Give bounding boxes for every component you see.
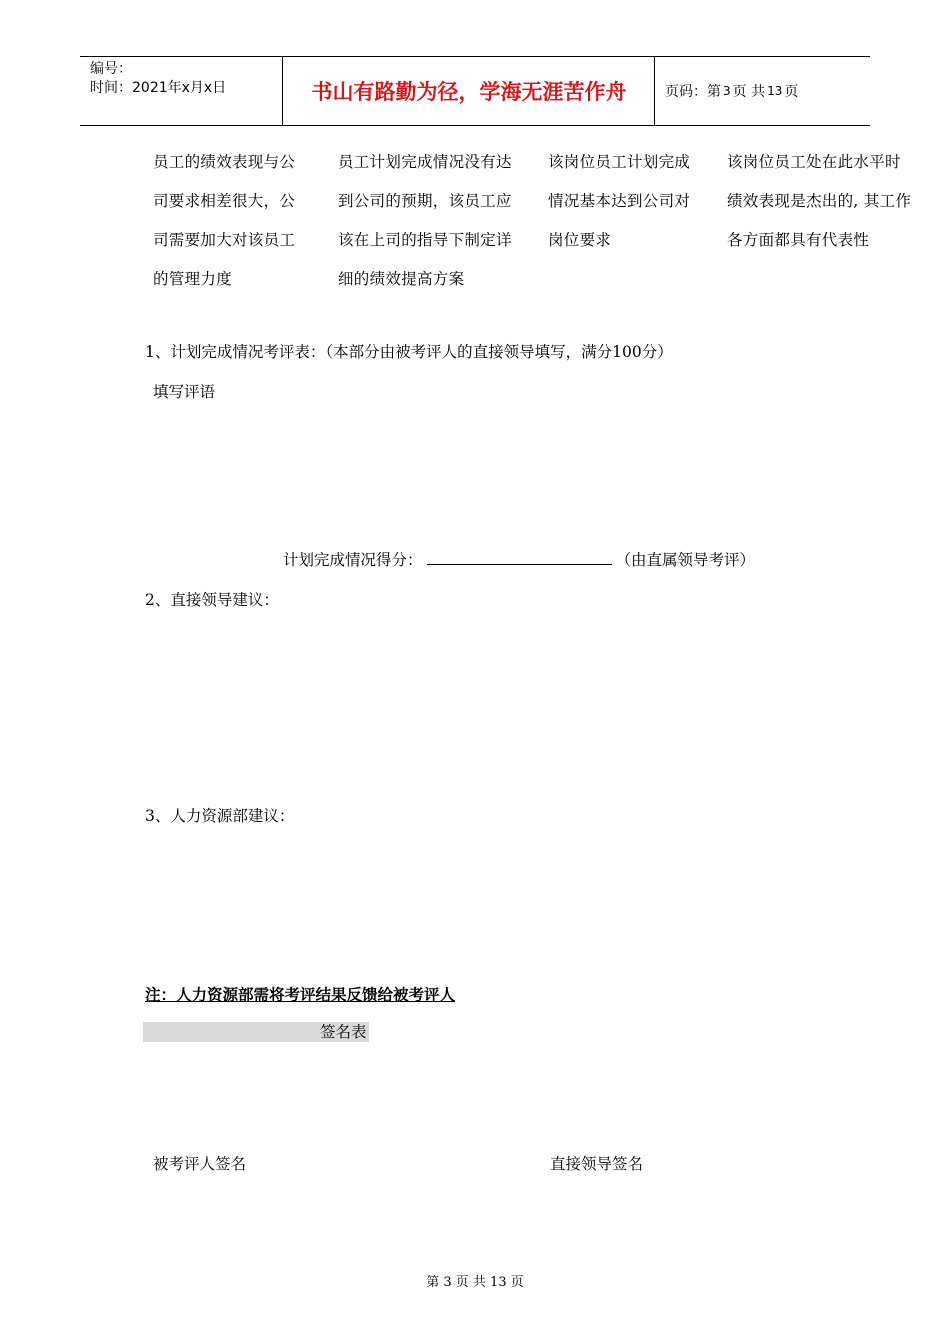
signature-table-shading [143,1022,320,1042]
page-header [80,56,870,126]
level-line: 该岗位员工计划完成 [548,153,691,171]
level-line: 该岗位员工处在此水平时 [727,153,901,171]
level-line: 到公司的预期，该员工应 [338,192,512,210]
level-description-1 [153,143,295,299]
header-meta [90,60,226,98]
level-description-3 [548,143,690,260]
score-input-line[interactable] [427,550,612,565]
level-line: 员工计划完成情况没有达 [338,153,512,171]
page-prefix: 页码：第 [665,84,721,100]
level-line: 岗位要求 [548,231,612,249]
level-line: 细的绩效提高方案 [338,270,465,288]
feedback-note: 注：人力资源部需将考评结果反馈给被考评人 [145,985,456,1004]
document-number-label: 编号： [90,61,132,77]
score-note: （由直属领导考评） [615,551,756,569]
level-line: 司要求相差很大，公 [153,192,296,210]
header-motto: 书山有路勤为径，学海无涯苦作舟 [311,80,627,104]
employee-signature-label: 被考评人签名 [153,1155,247,1173]
level-line: 绩效表现是杰出的, 其工作 [727,192,912,210]
section1-title: 1、计划完成情况考评表：（本部分由被考评人的直接领导填写，满分100分） [145,343,673,361]
signature-table-header [143,1022,369,1042]
header-divider-right [654,57,655,125]
leader-signature-label: 直接领导签名 [550,1155,644,1173]
score-label: 计划完成情况得分： [283,551,423,569]
level-line: 情况基本达到公司对 [548,192,691,210]
page-current: 3 [723,84,731,98]
level-line: 各方面都具有代表性 [727,231,870,249]
level-line: 的管理力度 [153,270,233,288]
signature-table-title: 签名表 [320,1023,367,1041]
page-suffix: 页 [784,84,799,100]
document-time-label: 时间：2021年x月x日 [90,80,227,96]
section2-title: 2、直接领导建议： [145,591,279,609]
score-row [283,548,755,570]
page-total: 13 [767,84,783,98]
section3-title: 3、人力资源部建议： [145,807,295,825]
page-footer: 第 3 页 共 13 页 [426,1275,524,1290]
level-description-4 [727,143,911,260]
header-page-info [665,57,798,125]
level-line: 该在上司的指导下制定详 [338,231,512,249]
page-mid: 页 共 [732,84,766,100]
level-line: 司需要加大对该员工 [153,231,296,249]
level-description-2 [338,143,512,299]
comment-label: 填写评语 [153,383,216,401]
level-line: 员工的绩效表现与公 [153,153,296,171]
